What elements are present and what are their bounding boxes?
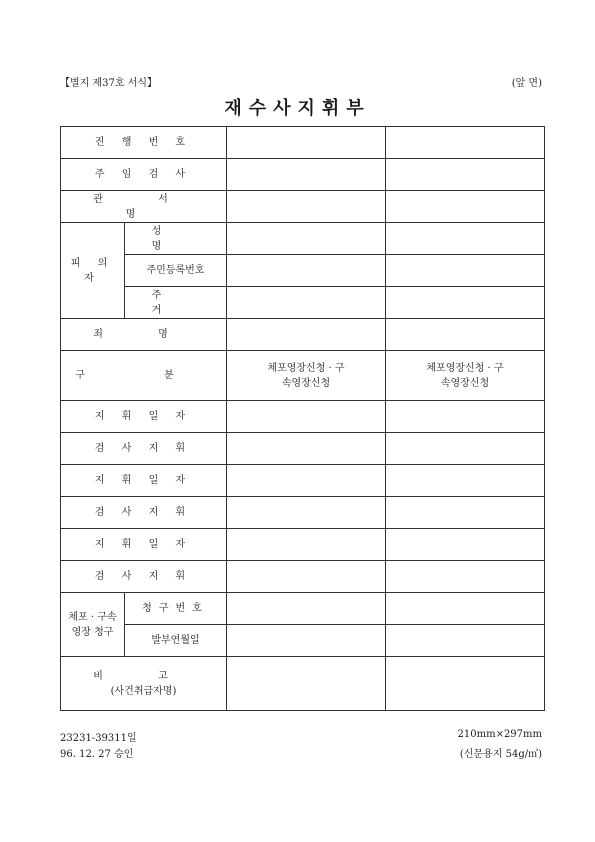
field-suspect-id-2[interactable] (386, 255, 545, 287)
field-issue-date-1[interactable] (227, 625, 386, 657)
row-direction-1 (61, 433, 545, 465)
row-category (61, 351, 545, 401)
field-suspect-id-1[interactable] (227, 255, 386, 287)
row-issue-date (61, 625, 545, 657)
label-office: 관 서 명 (61, 191, 227, 223)
field-direction-date-2a[interactable] (227, 465, 386, 497)
row-suspect-id (61, 255, 545, 287)
label-issue-date: 발부연월일 (125, 625, 227, 657)
field-direction-date-2b[interactable] (386, 465, 545, 497)
label-case-number: 진 행 번 호 (61, 127, 227, 159)
field-claim-number-1[interactable] (227, 593, 386, 625)
row-claim-number (61, 593, 545, 625)
field-claim-number-2[interactable] (386, 593, 545, 625)
form-table (60, 126, 545, 711)
field-office-1[interactable] (227, 191, 386, 223)
field-direction-date-1b[interactable] (386, 401, 545, 433)
field-remarks-1[interactable] (227, 657, 386, 711)
field-case-number-2[interactable] (386, 127, 545, 159)
form-number: 【별지 제37호 서식】 (60, 78, 158, 89)
form-code: 23231-39311일 (60, 733, 137, 744)
field-direction-2a[interactable] (227, 497, 386, 529)
row-office (61, 191, 545, 223)
label-warrant-claim: 체포 · 구속 영장 청구 (61, 593, 125, 657)
row-suspect-address (61, 287, 545, 319)
row-prosecutor (61, 159, 545, 191)
label-direction-2: 검 사 지 휘 (61, 497, 227, 529)
field-suspect-address-1[interactable] (227, 287, 386, 319)
field-issue-date-2[interactable] (386, 625, 545, 657)
label-direction-date-1: 지 휘 일 자 (61, 401, 227, 433)
label-charge: 죄 명 (61, 319, 227, 351)
label-direction-date-2: 지 휘 일 자 (61, 465, 227, 497)
field-direction-3a[interactable] (227, 561, 386, 593)
label-remarks: 비 고 (93, 670, 194, 682)
field-remarks-2[interactable] (386, 657, 545, 711)
label-suspect: 피 의 자 (61, 223, 125, 319)
field-direction-1a[interactable] (227, 433, 386, 465)
field-direction-date-1a[interactable] (227, 401, 386, 433)
field-suspect-name-1[interactable] (227, 223, 386, 255)
field-direction-date-3b[interactable] (386, 529, 545, 561)
row-remarks (61, 657, 545, 711)
label-claim-number: 청구번호 (125, 593, 227, 625)
document-title: 재수사지휘부 (224, 98, 371, 119)
label-direction-3: 검 사 지 휘 (61, 561, 227, 593)
field-prosecutor-1[interactable] (227, 159, 386, 191)
field-office-2[interactable] (386, 191, 545, 223)
label-direction-1: 검 사 지 휘 (61, 433, 227, 465)
paper-size: 210mm×297mm (457, 729, 542, 740)
row-direction-2 (61, 497, 545, 529)
label-suspect-id: 주민등록번호 (125, 255, 227, 287)
row-direction-date-3 (61, 529, 545, 561)
row-suspect-name (61, 223, 545, 255)
approval-date: 96. 12. 27 승인 (60, 749, 134, 760)
field-suspect-address-2[interactable] (386, 287, 545, 319)
row-case-number (61, 127, 545, 159)
field-charge-2[interactable] (386, 319, 545, 351)
label-suspect-address: 주 거 (125, 287, 227, 319)
field-direction-2b[interactable] (386, 497, 545, 529)
label-suspect-name: 성 명 (125, 223, 227, 255)
row-direction-3 (61, 561, 545, 593)
field-direction-date-3a[interactable] (227, 529, 386, 561)
field-direction-1b[interactable] (386, 433, 545, 465)
row-direction-date-1 (61, 401, 545, 433)
row-charge (61, 319, 545, 351)
category-value-1: 체포영장신청 · 구속영장신청 (227, 351, 386, 401)
label-category: 구 분 (61, 351, 227, 401)
field-charge-1[interactable] (227, 319, 386, 351)
field-prosecutor-2[interactable] (386, 159, 545, 191)
row-direction-date-2 (61, 465, 545, 497)
category-value-2: 체포영장신청 · 구속영장신청 (386, 351, 545, 401)
label-direction-date-3: 지 휘 일 자 (61, 529, 227, 561)
label-prosecutor: 주 임 검 사 (61, 159, 227, 191)
label-remarks-sub: (사건취급자명) (110, 685, 177, 697)
page-side-label: (앞 면) (511, 78, 542, 89)
paper-type: (신문용지 54g/㎡) (459, 749, 542, 760)
label-remarks-cell (61, 657, 227, 711)
field-case-number-1[interactable] (227, 127, 386, 159)
field-direction-3b[interactable] (386, 561, 545, 593)
field-suspect-name-2[interactable] (386, 223, 545, 255)
